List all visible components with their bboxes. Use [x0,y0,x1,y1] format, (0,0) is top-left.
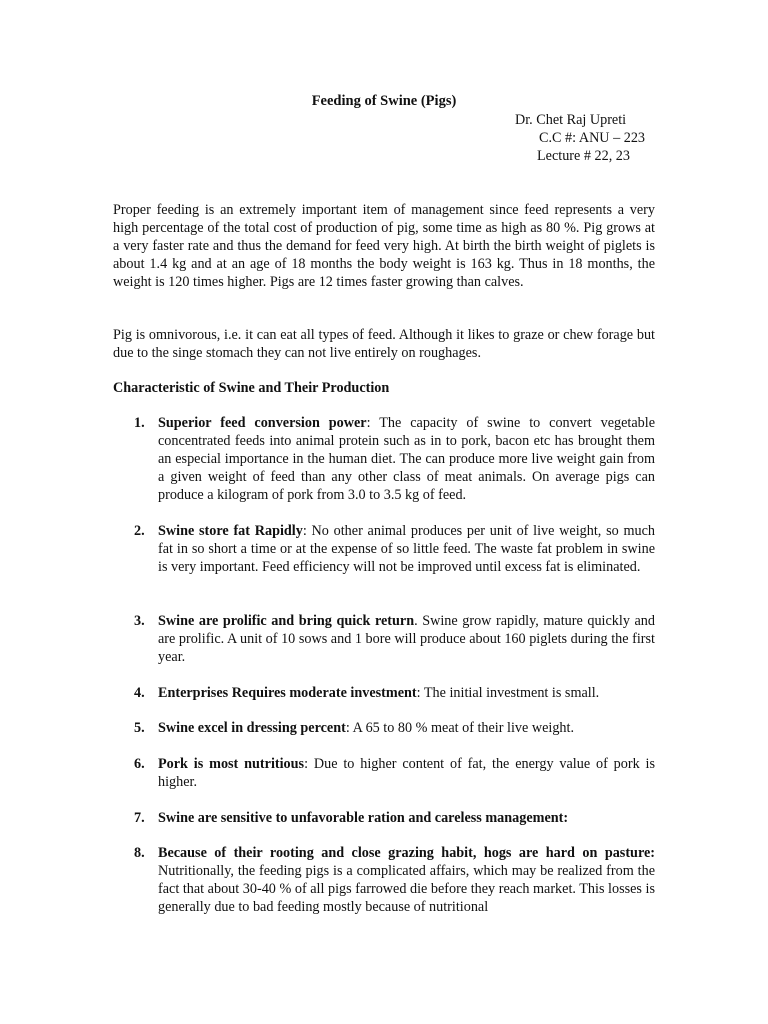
list-item [134,612,655,666]
list-item-number: 4. [134,685,145,701]
list-item [134,809,655,827]
author-block [515,111,645,165]
list-item [134,522,655,576]
list-item-number: 6. [134,756,145,772]
omnivorous-paragraph: Pig is omnivorous, i.e. it can eat all types of feed. Although it likes to graze or chew forage but due to the singe stomach they can not live entirely on roughages. [113,327,655,361]
list-item [134,684,655,702]
section-heading: Characteristic of Swine and Their Production [113,380,390,396]
list-item-label: Swine excel in dressing percent [158,720,346,736]
intro-paragraph: Proper feeding is an extremely important item of management since feed represents a very high percentage of the total cost of production of pig, some time as high as 80 %. Pig grows at a very faster rate and thus the demand for feed very high. At birth the birth weight of piglets is about 1.4 kg and at an age of 18 months the body weight is 163 kg. Thus in 18 months, the weight is 120 times higher. Pigs are 12 times faster growing than calves. [113,202,655,290]
list-item-number: 7. [134,810,145,826]
list-item-text: : A 65 to 80 % meat of their live weight. [345,720,575,736]
list-item-number: 8. [134,845,145,861]
author-name: Dr. Chet Raj Upreti [515,112,627,128]
course-code: C.C #: ANU – 223 [539,130,646,146]
list-item-text: : The initial investment is small. [416,685,600,701]
list-item-text: : No other animal produces per unit of live weight, so much fat in so short a time or at the expense of so little feed. The waste fat problem in swine is very important. Feed efficiency will not be improved until excess fat is eliminated. [158,523,655,575]
list-item-text: Nutritionally, the feeding pigs is a complicated affairs, which may be realized from the fact that about 30-40 % of all pigs farrowed die before they reach market. This losses is generally due to bad feeding mostly because of nutritional [158,863,655,915]
list-item-label: Swine are prolific and bring quick return [158,613,415,629]
list-item [134,719,655,737]
document-title: Feeding of Swine (Pigs) [311,93,457,109]
list-item-label: Superior feed conversion power [158,415,367,431]
list-item-number: 5. [134,720,145,736]
list-item-number: 1. [134,415,145,431]
list-item-text: . Swine grow rapidly, mature quickly and are prolific. A unit of 10 sows and 1 bore will produce about 160 piglets during the first year. [158,613,655,665]
list-item-label: Swine are sensitive to unfavorable ration and careless management: [158,810,569,826]
list-item-label: Because of their rooting and close grazing habit, hogs are hard on pasture: [158,845,655,861]
list-item-label: Enterprises Requires moderate investment [158,685,417,701]
list-item-number: 2. [134,523,145,539]
list-item-number: 3. [134,613,145,629]
list-item [134,414,655,504]
list-item-label: Pork is most nutritious [158,756,305,772]
list-item [134,755,655,791]
list-item [134,844,655,916]
list-item-text: : Due to higher content of fat, the energy value of pork is higher. [158,756,655,790]
list-item-label: Swine store fat Rapidly [158,523,303,539]
lecture-number: Lecture # 22, 23 [537,148,630,164]
list-item-text: : The capacity of swine to convert vegetable concentrated feeds into animal protein such as in to pork, bacon etc has brought them an especial importance in the human diet. The can produce more live weight gain from a given weight of feed than any other class of meat animals. On average pigs can produce a kilogram of pork from 3.0 to 3.5 kg of feed. [158,415,655,503]
